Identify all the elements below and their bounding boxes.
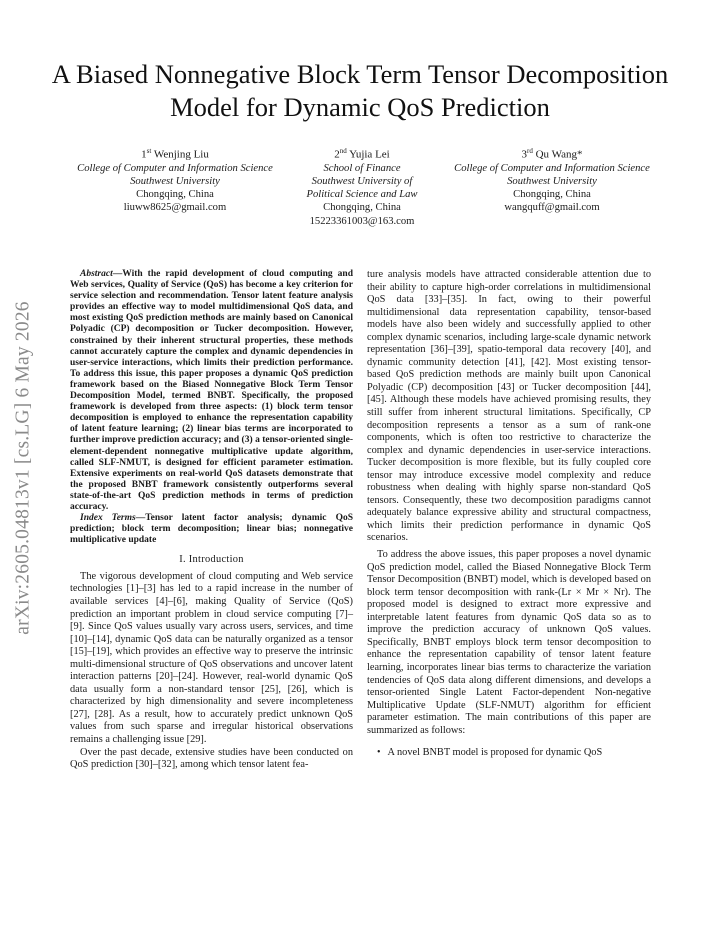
arxiv-stamp: arXiv:2605.04813v1 [cs.LG] 6 May 2026: [13, 301, 34, 635]
right-column: [367, 269, 651, 760]
author-name: 1st Wenjing Liu: [141, 147, 209, 161]
bullet-icon: •: [377, 747, 381, 759]
author-affiliation: College of Computer and Information Science: [454, 162, 650, 174]
paragraph: Over the past decade, extensive studies have been conducted on QoS prediction [30]–[32], among which tensor latent fea-: [70, 746, 353, 771]
author-affiliation: College of Computer and Information Science: [77, 162, 273, 174]
paragraph: To address the above issues, this paper proposes a novel dynamic QoS prediction model, called the Biased Nonnegative Block Term Tensor Decomposition (BNBT) model, which is developed based on block term tensor decomposition with rank-(Lr × Mr × Nr). The proposed model is designed to extract more expressive and interpretable latent features from dynamic QoS data so as to improve the prediction accuracy of unknown QoS values. Specifically, BNBT employs block term tensor decomposition to enhance the representation capability of tensor latent feature learning, incorporates linear bias terms to characterize the variation tendencies of QoS data along different dimensions, and develops a tensor-oriented Single Latent Factor-dependent Non-negative Multiplicative Update (SLF-NMUT) algorithm for efficient parameter estimation. The main contributions of this paper are summarized as follows:: [367, 549, 651, 736]
author-name: 2nd Yujia Lei: [334, 147, 390, 161]
author-email: 15223361003@163.com: [309, 215, 415, 227]
author-1: [56, 145, 294, 215]
abstract-text: With the rapid development of cloud computing and Web services, Quality of Service (QoS) has become a key criterion for service selection and recommendation. Tensor latent feature analysis provides an effective way to model multidimensional QoS data, and most existing QoS prediction methods are mainly based on Canonical Polyadic (CP) decomposition or Tucker decomposition. However, constrained by their inherent structural properties, these methods cannot accurately capture the complex and dynamic dependencies in user-service interactions, which limits their prediction performance. To address this issue, this paper proposes a dynamic QoS prediction framework based on the Biased Nonnegative Block Term Tensor Decomposition Model, termed BNBT. Specifically, the proposed framework is developed from three aspects: (1) block term tensor decomposition is employed to enhance the representation capability of latent feature learning; (2) linear bias terms are incorporated to further improve prediction accuracy; and (3) a tensor-oriented single-element-dependent nonnegative multiplicative update algorithm, called SLF-NMUT, is designed for efficient parameter estimation. Extensive experiments on real-world QoS datasets demonstrate that the proposed BNBT framework consistently outperforms several state-of-the-art QoS prediction methods in terms of prediction accuracy.: [70, 269, 353, 512]
section-heading: I. Introduction: [179, 554, 244, 566]
author-affiliation: Southwest University: [507, 176, 597, 188]
paragraph: ture analysis models have attracted considerable attention due to their ability to capture high-order correlations in multidimensional QoS data [33]–[35]. In fact, owing to their powerful multidimensional data representation capability, tensor-based models have also been widely and successfully applied to other complex dynamic scenarios, including large-scale dynamic network representation [36]–[39], spatio-temporal data recovery [40], and dynamic community detection [41], [42]. Most existing tensor-based QoS prediction methods are mainly built upon Canonical Polyadic (CP) decomposition [43] or Tucker decomposition [44], [45]. Although these models have achieved promising results, they still suffer from inherent structural limitations. Specifically, CP decomposition represents a tensor as a sum of rank-one components, which is often too restrictive to characterize the complex and dynamic dependencies in user-service interactions. Tucker decomposition is more flexible, but its fully coupled core tensor may introduce excessive model complexity and reduce robustness when dealing with highly sparse non-standard QoS tensors. Consequently, these two decomposition paradigms cannot adequately balance expressive ability and structural compactness, which limits their prediction performance in dynamic QoS scenarios.: [367, 269, 651, 544]
paper-title: A Biased Nonnegative Block Term Tensor Decomposition Model for Dynamic QoS Prediction: [51, 59, 669, 122]
author-affiliation: Political Science and Law: [306, 189, 418, 201]
author-location: Chongqing, China: [513, 189, 591, 201]
author-location: Chongqing, China: [136, 189, 214, 201]
author-affiliation: School of Finance: [323, 162, 401, 174]
left-column: [70, 269, 353, 772]
index-terms-text: Tensor latent factor analysis; dynamic QoS prediction; block term decomposition; linear bias; nonnegative multiplicative update: [70, 513, 353, 546]
abstract: Abstract—With the rapid development of cloud computing and Web services, Quality of Service (QoS) has become a key criterion for service selection and recommendation. Tensor latent feature analysis provides an effective way to model multidimensional QoS data, and most existing QoS prediction methods are mainly based on Canonical Polyadic (CP) decomposition or Tucker decomposition. However, constrained by their inherent structural properties, these methods cannot accurately capture the complex and dynamic dependencies in user-service interactions, which limits their prediction performance. To address this issue, this paper proposes a dynamic QoS prediction framework based on the Biased Nonnegative Block Term Tensor Decomposition Model, termed BNBT. Specifically, the proposed framework is developed from three aspects: (1) block term tensor decomposition is employed to enhance the representation capability of latent feature learning; (2) linear bias terms are incorporated to further improve prediction accuracy; and (3) a tensor-oriented single-element-dependent nonnegative multiplicative update algorithm, called SLF-NMUT, is designed for efficient parameter estimation. Extensive experiments on real-world QoS datasets demonstrate that the proposed BNBT framework consistently outperforms several state-of-the-art QoS prediction methods in terms of prediction accuracy.: [70, 269, 353, 512]
contribution-list-item: • A novel BNBT model is proposed for dynamic QoS: [377, 747, 603, 759]
author-name: 3rd Qu Wang*: [521, 147, 583, 161]
index-terms: Index Terms—Tensor latent factor analysis; dynamic QoS prediction; block term decomposition; linear bias; nonnegative multiplicative update: [70, 513, 353, 546]
abstract-label: Abstract: [80, 269, 113, 279]
index-terms-label: Index Terms: [80, 513, 136, 524]
author-email: wangquff@gmail.com: [504, 202, 600, 214]
author-location: Chongqing, China: [323, 202, 401, 214]
author-affiliation: Southwest University of: [311, 176, 413, 188]
author-3: [422, 145, 682, 215]
author-email: liuww8625@gmail.com: [123, 202, 227, 214]
paragraph: The vigorous development of cloud computing and Web service technologies [1]–[3] has led to a rapid increase in the number of available services [4]–[6], making Quality of Service (QoS) prediction an important problem in cloud service computing [7]–[9]. Since QoS values usually vary across users, services, and time [10]–[14], dynamic QoS data can be naturally organized as a tensor [15]–[19], which provides an effective way to preserve the intrinsic multi-dimensional structure of QoS observations and uncover latent interaction patterns [20]–[24]. However, real-world dynamic QoS data usually form a non-standard tensor [25], [26], which is characterized by high dimensionality and severe incompleteness [27], [28]. As a result, how to accurately predict unknown QoS values from such sparse and irregular historical observations remains a challenging issue [29].: [70, 570, 353, 745]
author-affiliation: Southwest University: [130, 176, 220, 188]
author-2: [290, 145, 434, 228]
